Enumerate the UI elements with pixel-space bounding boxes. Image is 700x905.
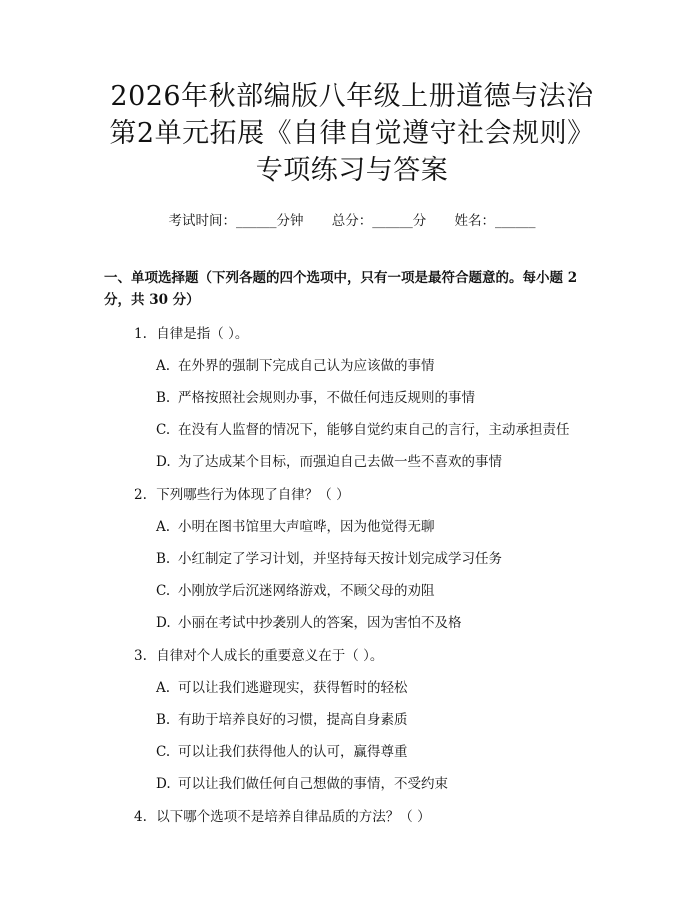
option-b — [104, 710, 600, 730]
question-1 — [104, 324, 600, 344]
option-label: C. — [156, 583, 171, 599]
question-number: 3. — [134, 648, 147, 664]
question-2 — [104, 485, 600, 505]
option-b — [104, 549, 600, 569]
option-label: D. — [156, 776, 171, 792]
question-2-options — [104, 517, 600, 633]
option-label: D. — [156, 615, 171, 631]
question-4 — [104, 807, 600, 827]
option-label: C. — [156, 422, 171, 438]
option-text: 可以让我们做任何自己想做的事情，不受约束 — [178, 776, 448, 792]
option-label: B. — [156, 551, 171, 567]
option-label: A. — [156, 358, 171, 374]
option-label: B. — [156, 712, 171, 728]
question-1-options — [104, 356, 600, 472]
option-text: 在外界的强制下完成自己认为应该做的事情 — [178, 358, 435, 374]
question-text: 下列哪些行为体现了自律？（ ） — [156, 487, 350, 503]
question-number: 1. — [134, 326, 147, 342]
option-d — [104, 774, 600, 794]
option-a — [104, 356, 600, 376]
exam-score: 总分：______分 — [331, 213, 427, 229]
option-text: 小丽在考试中抄袭别人的答案，因为害怕不及格 — [178, 615, 462, 631]
option-label: D. — [156, 454, 171, 470]
question-3 — [104, 646, 600, 666]
option-label: A. — [156, 680, 171, 696]
option-text: 可以让我们获得他人的认可，赢得尊重 — [178, 744, 408, 760]
option-text: 小刚放学后沉迷网络游戏，不顾父母的劝阻 — [178, 583, 435, 599]
document-title: 2026年秋部编版八年级上册道德与法治第2单元拓展《自律自觉遵守社会规则》专项练习与答案 — [109, 81, 595, 186]
question-text: 以下哪个选项不是培养自律品质的方法？（ ） — [156, 809, 431, 825]
option-d — [104, 613, 600, 633]
option-text: 小红制定了学习计划，并坚持每天按计划完成学习任务 — [178, 551, 502, 567]
student-name: 姓名：______ — [454, 213, 536, 229]
option-a — [104, 517, 600, 537]
option-label: B. — [156, 390, 171, 406]
option-b — [104, 388, 600, 408]
option-text: 严格按照社会规则办事，不做任何违反规则的事情 — [178, 390, 475, 406]
option-c — [104, 581, 600, 601]
option-text: 在没有人监督的情况下，能够自觉约束自己的言行，主动承担责任 — [178, 422, 570, 438]
exam-time: 考试时间：______分钟 — [168, 213, 304, 229]
option-text: 可以让我们逃避现实，获得暂时的轻松 — [178, 680, 408, 696]
option-d — [104, 452, 600, 472]
question-3-options — [104, 678, 600, 794]
option-text: 为了达成某个目标，而强迫自己去做一些不喜欢的事情 — [178, 454, 502, 470]
question-text: 自律对个人成长的重要意义在于（ ）。 — [156, 648, 384, 664]
question-number: 4. — [134, 809, 147, 825]
option-label: C. — [156, 744, 171, 760]
exam-meta — [104, 211, 600, 231]
option-a — [104, 678, 600, 698]
section-heading: 一、单项选择题（下列各题的四个选项中，只有一项是最符合题意的。每小题 2 分，共 30 分） — [104, 270, 578, 308]
option-label: A. — [156, 519, 171, 535]
question-text: 自律是指（ ）。 — [156, 326, 249, 342]
option-c — [104, 420, 600, 440]
question-number: 2. — [134, 487, 147, 503]
option-c — [104, 742, 600, 762]
option-text: 小明在图书馆里大声喧哗，因为他觉得无聊 — [178, 519, 435, 535]
option-text: 有助于培养良好的习惯，提高自身素质 — [178, 712, 408, 728]
